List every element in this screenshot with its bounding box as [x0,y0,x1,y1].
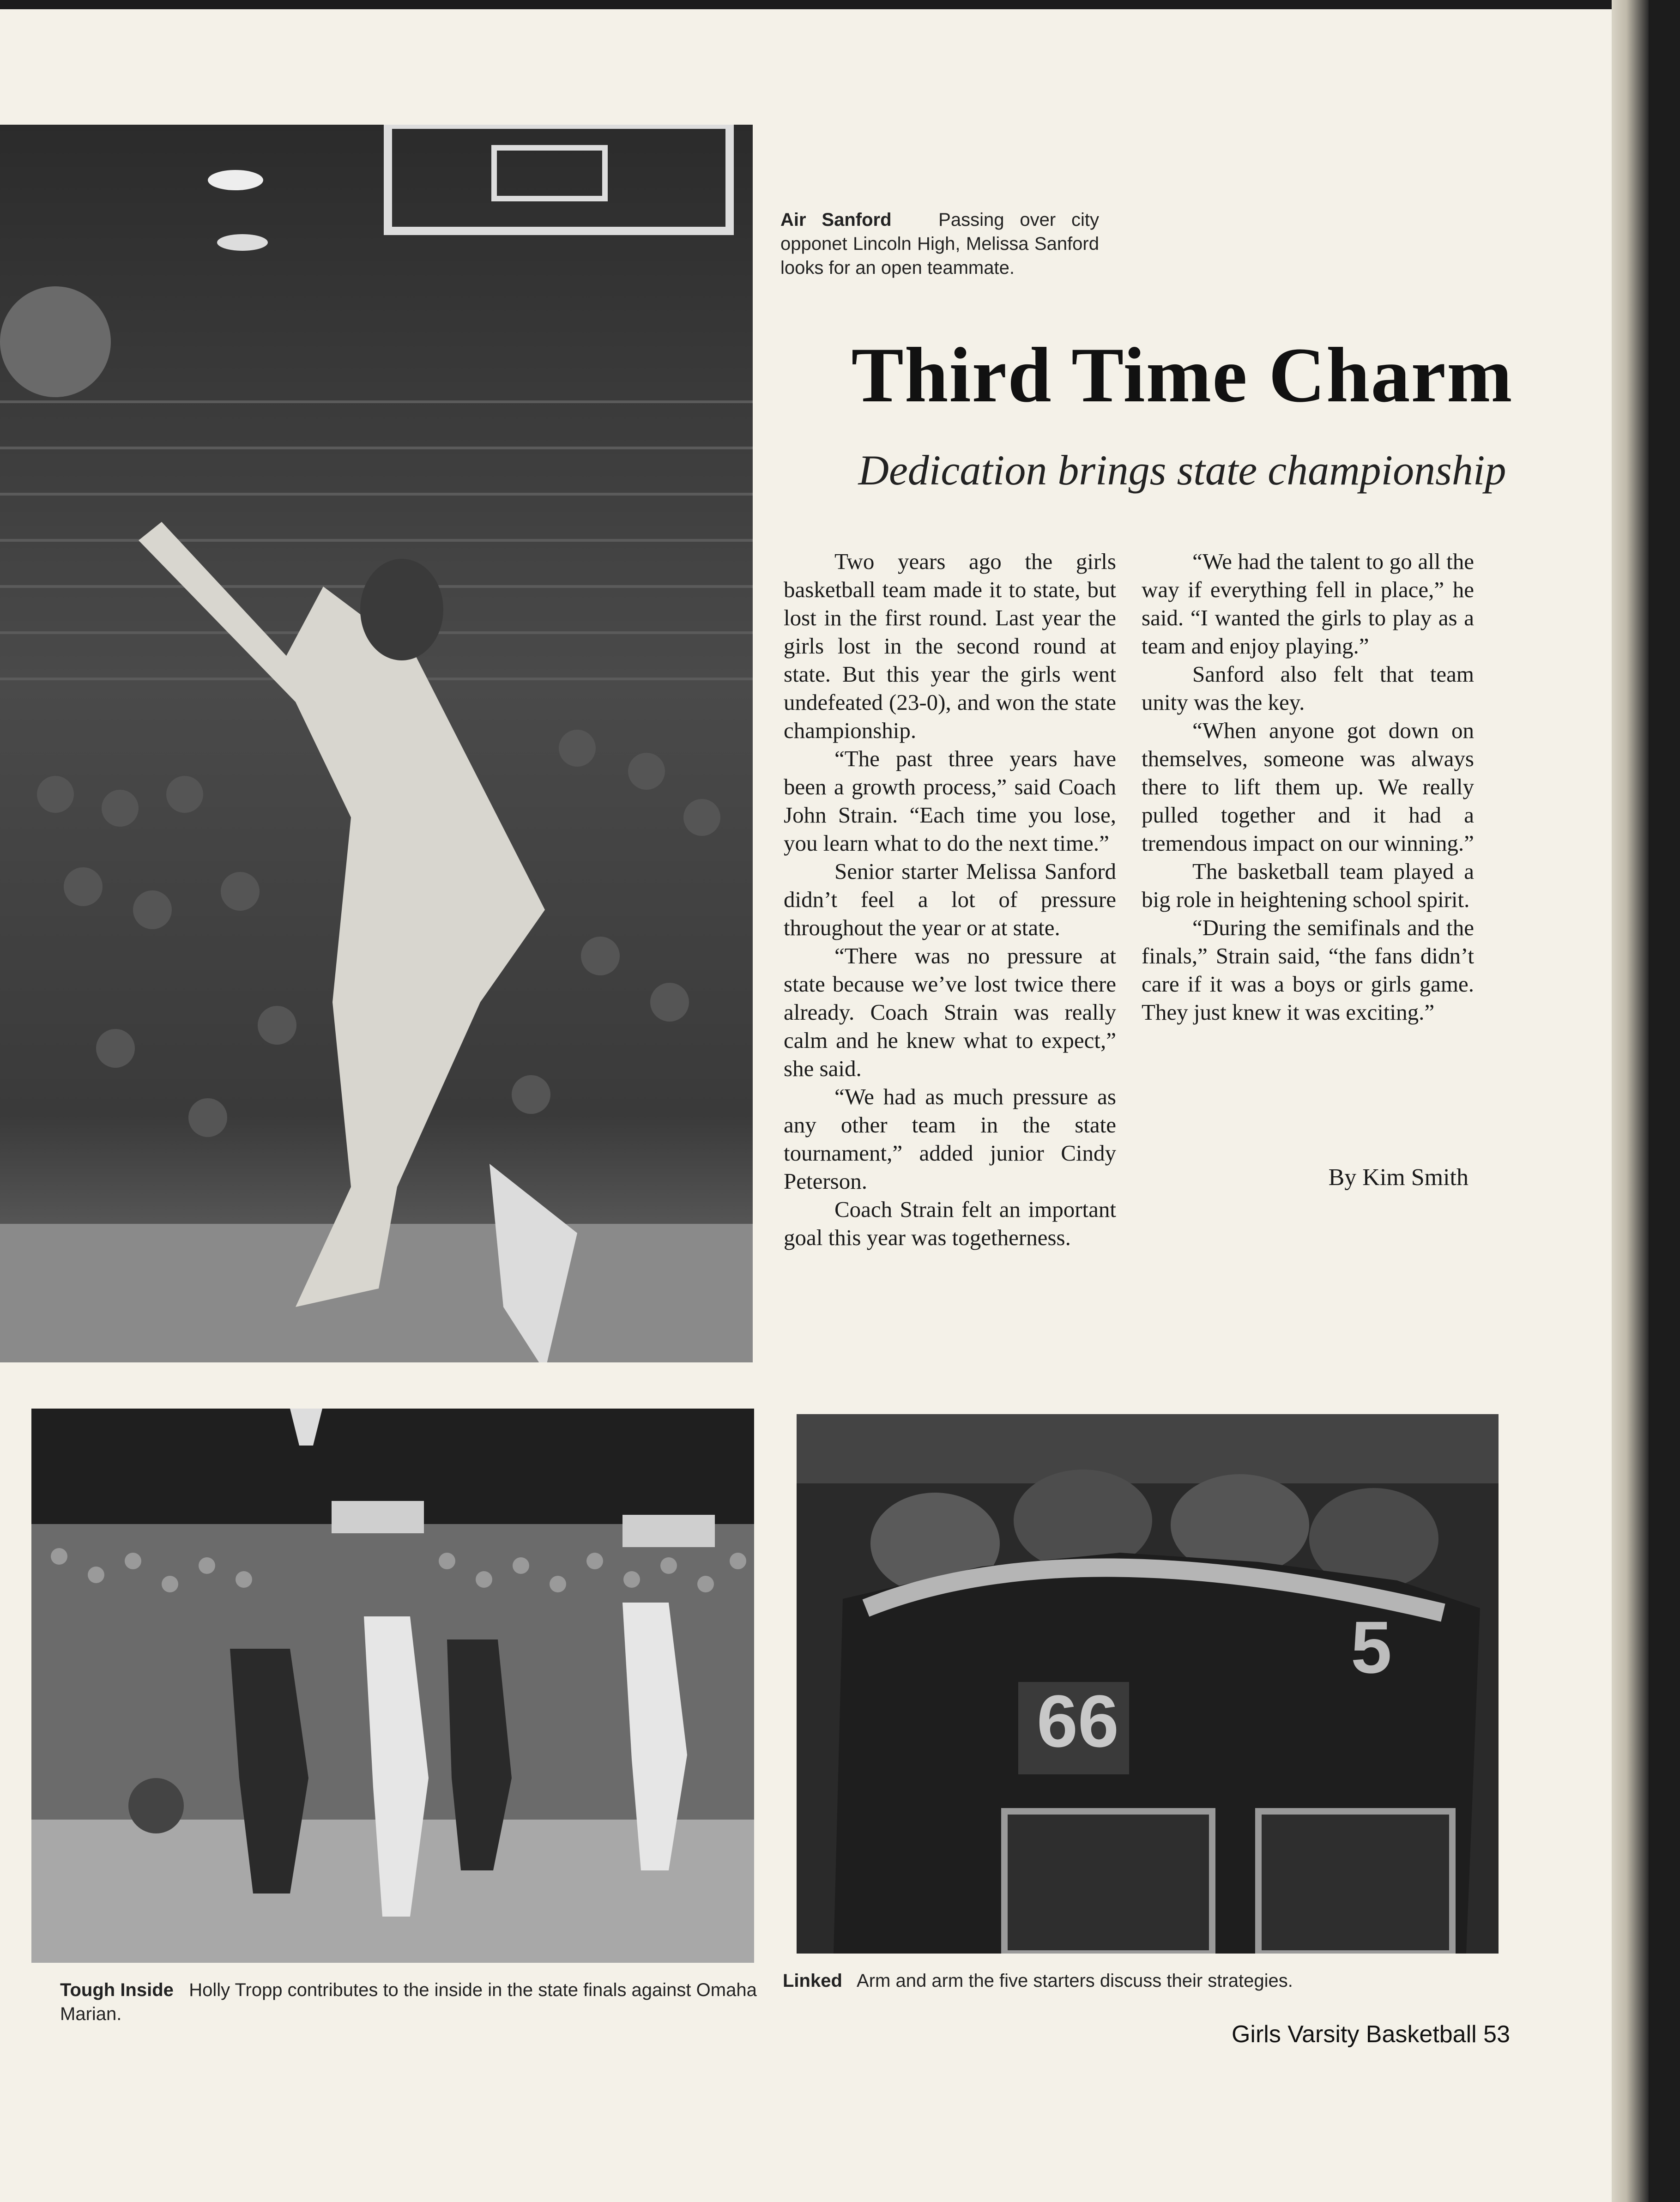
top-caption-title: Air Sanford [780,210,892,230]
page-binding-edge [1612,0,1649,2202]
paragraph: “When anyone got down on themselves, someone was always there to lift them up. We really pulled together and it had a tremendous impact on our winning.” [1142,718,1474,856]
paragraph: Coach Strain felt an important goal this year was togetherness. [784,1197,1116,1250]
bottom-left-caption-title: Tough Inside [60,1980,174,2000]
bottom-right-photo [797,1414,1499,1954]
paragraph: Two years ago the girls basketball team made it to state, but lost in the first round. Last year the girls lost in the second round at state. But this year the girls went undefeated (23-0), and won the state championship. [784,549,1116,743]
paragraph: Senior starter Melissa Sanford didn’t feel a lot of pressure throughout the year or at state. [784,859,1116,940]
page-folio: Girls Varsity Basketball 53 [1231,2021,1510,2048]
top-caption-text: Passing over city opponet Lincoln High, Melissa Sanford looks for an open teammate. [780,210,1100,278]
bottom-right-caption-title: Linked [783,1971,842,1991]
top-photo [0,125,753,1362]
paragraph: “The past three years have been a growth process,” said Coach John Strain. “Each time you lose, you learn what to do the next time.” [784,746,1116,856]
paragraph: The basketball team played a big role in heightening school spirit. [1142,859,1474,912]
article-column-1 [784,547,1116,1252]
article-column-2 [1142,547,1474,1026]
svg-text:5: 5 [1351,1606,1392,1688]
game-action-photo-icon [31,1409,754,1963]
bottom-right-caption [783,1969,1522,1993]
bottom-left-caption [60,1978,767,2026]
paragraph: “We had the talent to go all the way if everything fell in place,” he said. “I wanted the girls to play as a team and enjoy playing.” [1142,549,1474,659]
subhead: Dedication brings state championship [858,447,1506,494]
top-caption [780,208,1099,280]
bottom-left-caption-text: Holly Tropp contributes to the inside in the state finals against Omaha Marian. [60,1980,757,2024]
paragraph: “We had as much pressure as any other team in the state tournament,” added junior Cindy Peterson. [784,1084,1116,1194]
bottom-right-caption-text: Arm and arm the five starters discuss their strategies. [857,1971,1293,1991]
byline: By Kim Smith [1328,1164,1468,1191]
paragraph: Sanford also felt that team unity was the key. [1142,661,1474,715]
svg-text:66: 66 [1037,1680,1119,1762]
paragraph: “There was no pressure at state because we’ve lost twice there already. Coach Strain was really calm and he knew what to expect,” she said. [784,943,1116,1081]
team-huddle-photo-icon [797,1414,1499,1954]
headline: Third Time Charm [851,332,1513,418]
paragraph: “During the semifinals and the finals,” Strain said, “the fans didn’t care if it was a boys or girls game. They just knew it was exciting.” [1142,915,1474,1025]
basketball-player-photo-icon [0,125,753,1362]
bottom-left-photo [31,1409,754,1963]
